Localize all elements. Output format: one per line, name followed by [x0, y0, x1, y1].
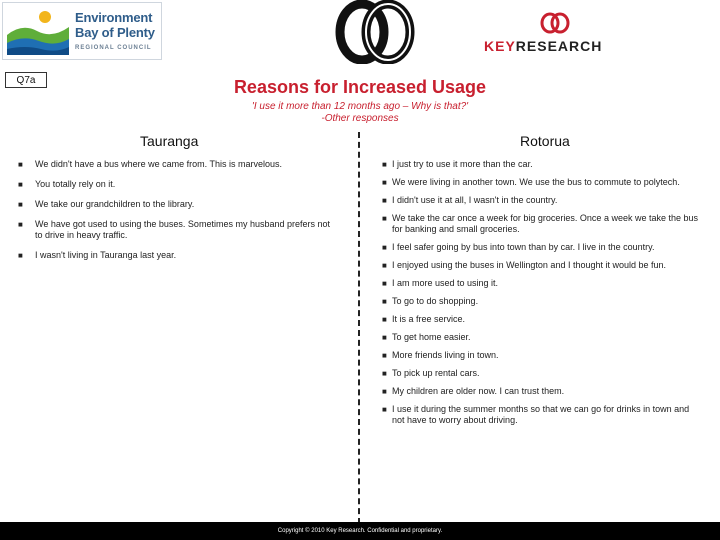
bullet-icon: ■ — [382, 315, 387, 324]
column-divider — [358, 132, 360, 524]
key-research-key: KEY — [484, 38, 516, 54]
bullet-icon: ■ — [382, 214, 387, 223]
tauranga-responses-list — [18, 159, 338, 270]
question-badge: Q7a — [5, 72, 47, 88]
list-item — [18, 219, 338, 241]
list-item — [382, 260, 702, 271]
bullet-icon: ■ — [18, 160, 23, 169]
bullet-icon: ■ — [382, 178, 387, 187]
bullet-icon: ■ — [382, 369, 387, 378]
list-item — [382, 195, 702, 206]
list-item — [382, 296, 702, 307]
response-text: To go to do shopping. — [392, 296, 479, 306]
column-heading-rotorua: Rotorua — [520, 133, 570, 149]
response-text: I just try to use it more than the car. — [392, 159, 533, 169]
list-item — [382, 159, 702, 170]
response-text: We were living in another town. We use the bus to commute to polytech. — [392, 177, 680, 187]
list-item — [18, 159, 338, 170]
bullet-icon: ■ — [382, 351, 387, 360]
bullet-icon: ■ — [18, 180, 23, 189]
list-item — [18, 199, 338, 210]
response-text: I didn't use it at all, I wasn't in the country. — [392, 195, 558, 205]
response-text: We didn't have a bus where we came from. This is marvelous. — [35, 159, 282, 169]
bullet-icon: ■ — [382, 297, 387, 306]
bullet-icon: ■ — [382, 405, 387, 414]
response-text: I wasn't living in Tauranga last year. — [35, 250, 177, 260]
bullet-icon: ■ — [382, 279, 387, 288]
logo-line-regional-council: REGIONAL COUNCIL — [75, 45, 152, 51]
list-item — [382, 386, 702, 397]
list-item — [18, 179, 338, 190]
bullet-icon: ■ — [18, 220, 23, 229]
logo-line-bay-of-plenty: Bay of Plenty — [75, 25, 155, 40]
response-text: We take our grandchildren to the library. — [35, 199, 195, 209]
key-research-research: RESEARCH — [515, 38, 603, 54]
bullet-icon: ■ — [382, 243, 387, 252]
list-item — [382, 332, 702, 343]
bullet-icon: ■ — [382, 261, 387, 270]
key-research-logo — [480, 12, 630, 57]
list-item — [382, 314, 702, 325]
list-item — [18, 250, 338, 261]
response-text: It is a free service. — [392, 314, 466, 324]
response-text: We have got used to using the buses. Sometimes my husband prefers not to drive in heavy traffic. — [35, 219, 331, 240]
key-research-wordmark — [484, 38, 602, 54]
response-text: I use it during the summer months so that we can go for drinks in town and not have to worry about driving. — [392, 404, 690, 425]
interlocking-rings-icon — [330, 0, 420, 64]
bullet-icon: ■ — [382, 387, 387, 396]
list-item — [382, 213, 702, 235]
logo-line-environment: Environment — [75, 10, 153, 25]
list-item — [382, 368, 702, 379]
environment-bop-logo — [2, 2, 162, 60]
column-heading-tauranga: Tauranga — [140, 133, 199, 149]
list-item — [382, 242, 702, 253]
bullet-icon: ■ — [382, 160, 387, 169]
list-item — [382, 350, 702, 361]
response-text: To get home easier. — [392, 332, 471, 342]
bullet-icon: ■ — [18, 251, 23, 260]
subtitle-question: 'I use it more than 12 months ago – Why is that?' — [251, 101, 469, 112]
rotorua-responses-list — [382, 159, 702, 433]
response-text: I am more used to using it. — [392, 278, 499, 288]
response-text: We take the car once a week for big groceries. Once a week we take the bus for banking and small groceries. — [392, 213, 698, 234]
key-research-mark-icon — [538, 12, 572, 34]
list-item — [382, 278, 702, 289]
response-text: More friends living in town. — [392, 350, 499, 360]
list-item — [382, 404, 702, 426]
response-text: To pick up rental cars. — [392, 368, 480, 378]
environment-bop-mark-icon — [7, 9, 69, 55]
response-text: My children are older now. I can trust them. — [392, 386, 565, 396]
response-text: I enjoyed using the buses in Wellington and I thought it would be fun. — [392, 260, 667, 270]
bullet-icon: ■ — [382, 196, 387, 205]
subtitle-other-responses: -Other responses — [321, 113, 399, 124]
list-item — [382, 177, 702, 188]
page-title: Reasons for Increased Usage — [233, 77, 487, 97]
response-text: You totally rely on it. — [35, 179, 116, 189]
copyright-footer: Copyright © 2010 Key Research. Confidential and proprietary. — [0, 522, 720, 540]
response-text: I feel safer going by bus into town than by car. I live in the country. — [392, 242, 655, 252]
bullet-icon: ■ — [18, 200, 23, 209]
page-subtitle — [0, 101, 720, 125]
bullet-icon: ■ — [382, 333, 387, 342]
